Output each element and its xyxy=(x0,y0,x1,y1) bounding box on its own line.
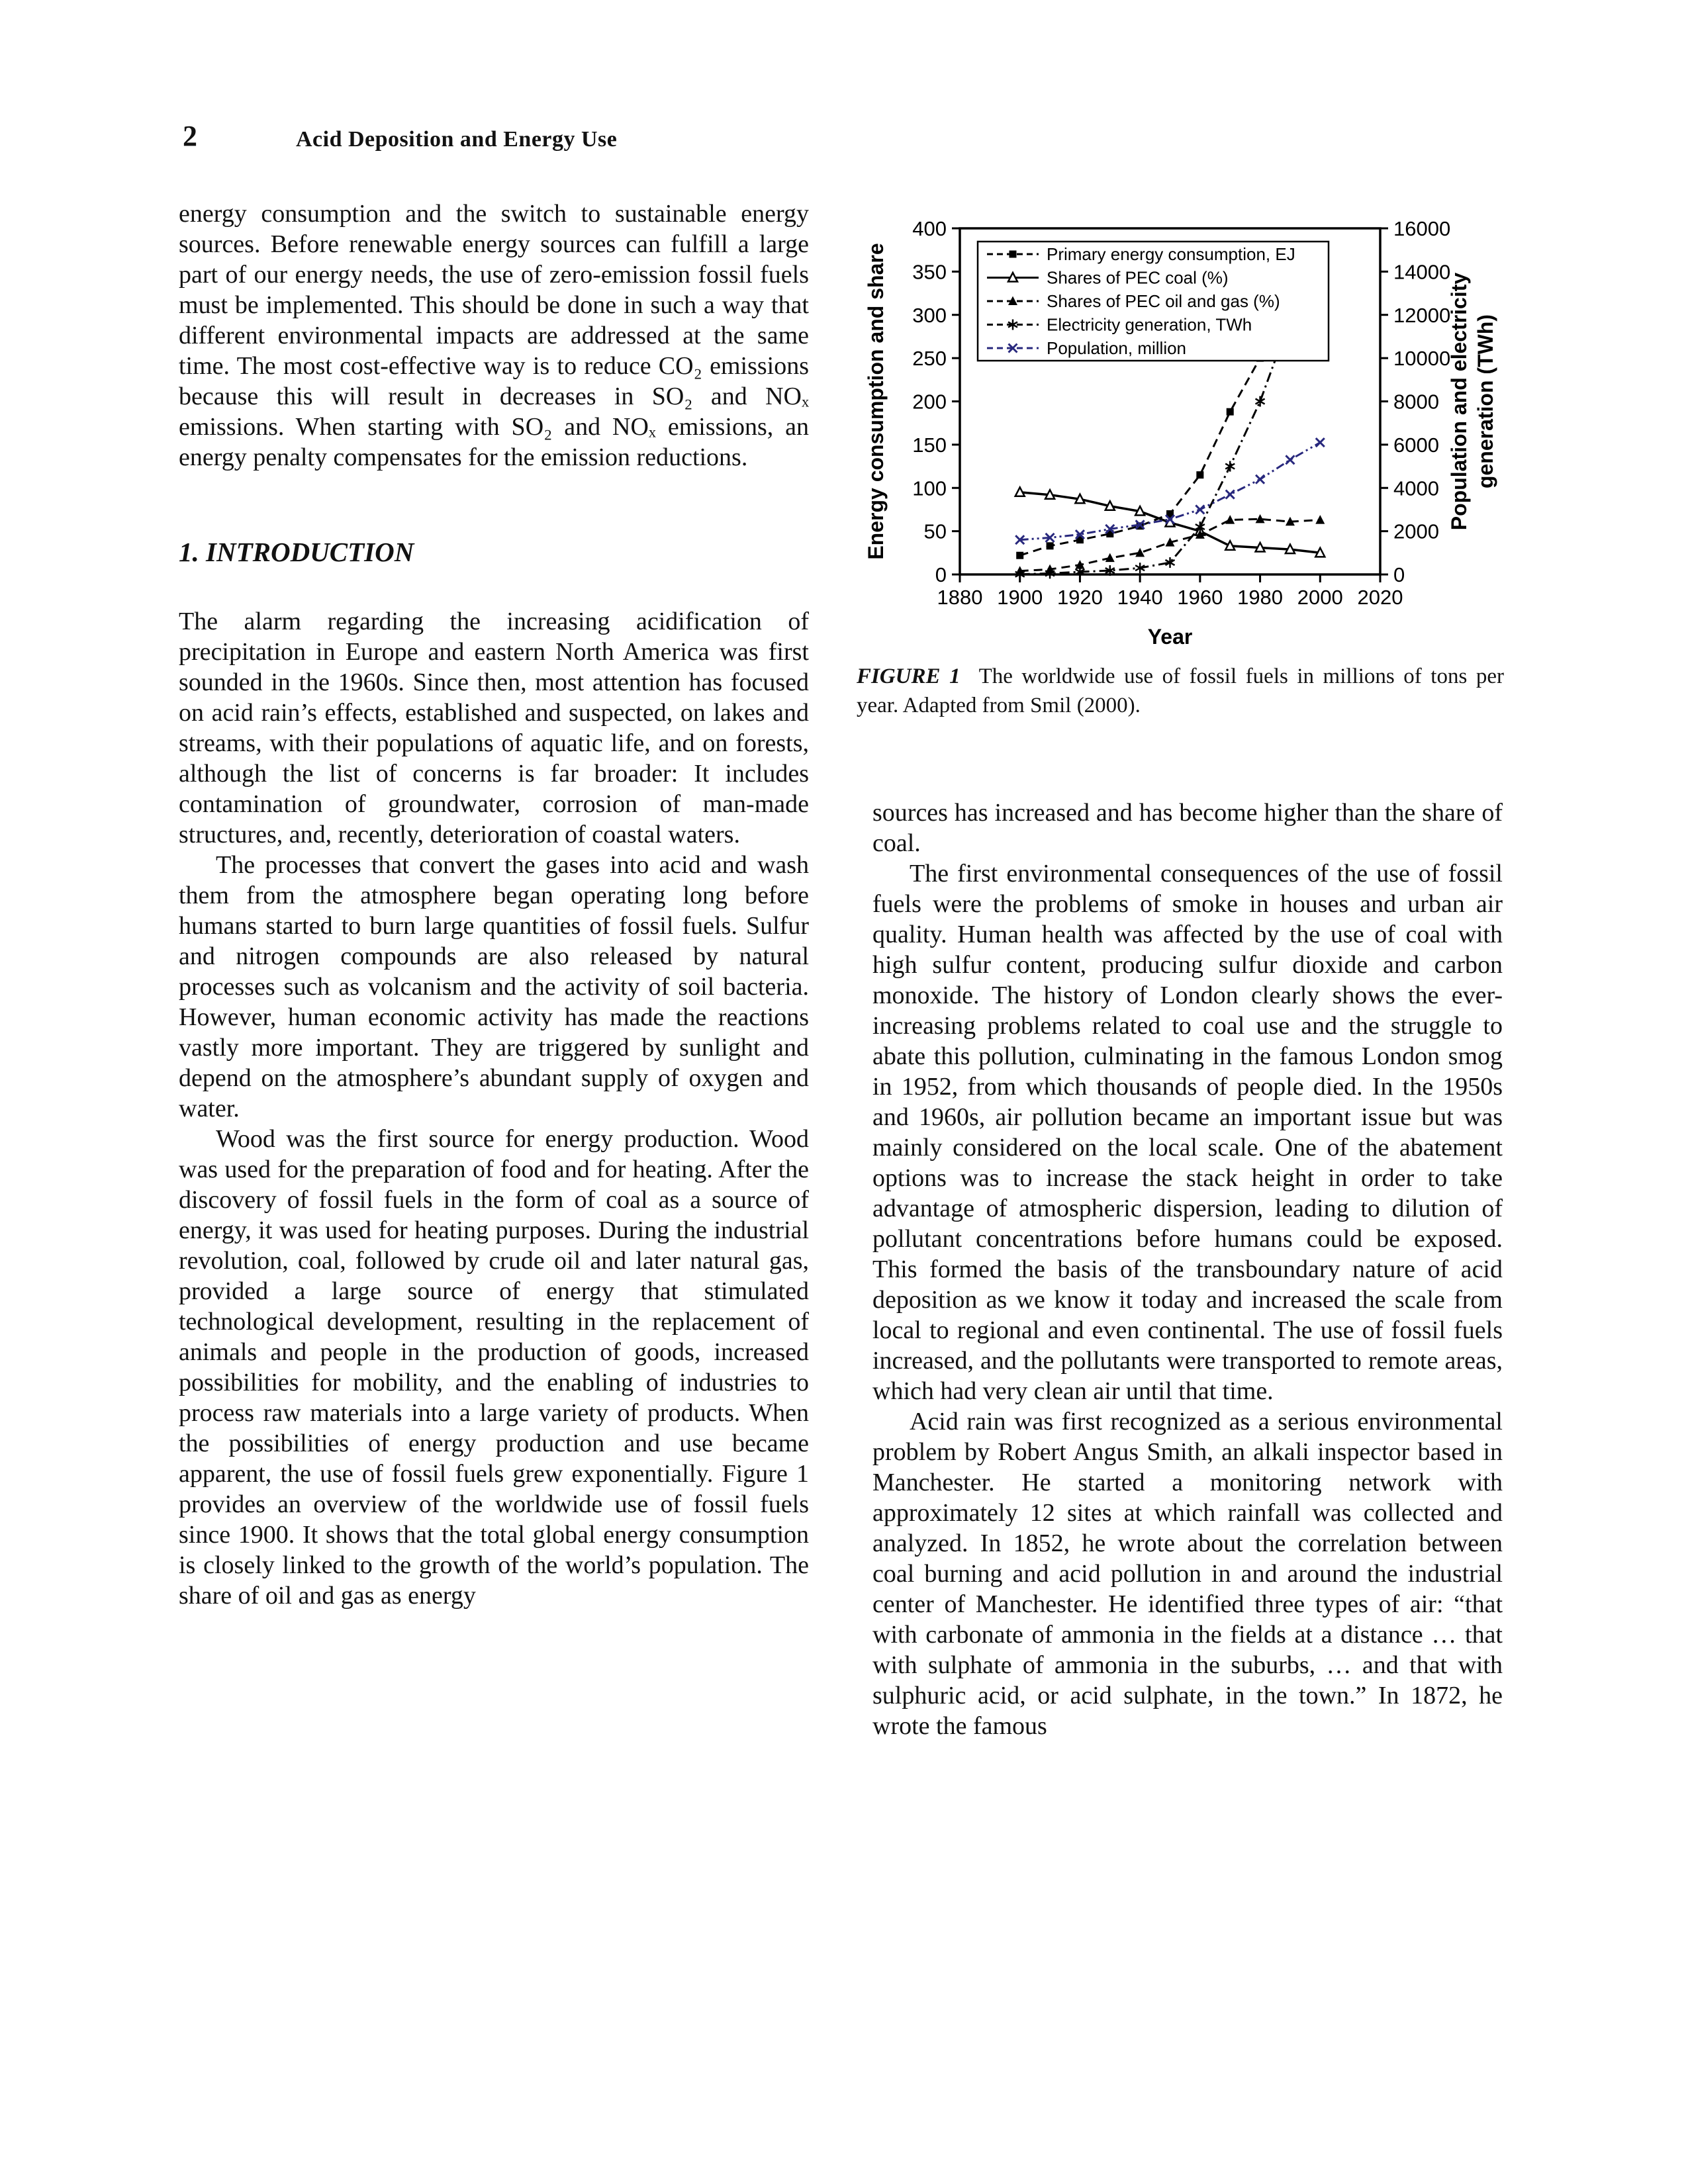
y-right-tick-label: 8000 xyxy=(1393,390,1439,414)
y-right-tick-label: 6000 xyxy=(1393,433,1439,457)
y-right-tick-label: 12000 xyxy=(1393,303,1451,327)
paragraph-intro-2: The processes that convert the gases into acid and wash them from the atmosphere began operating long before humans started to burn large quantities of fossil fuels. Sulfur and nitrogen compounds are also released by natural processes such as volcanism and the activity of soil bacteria. However, human economic activity has made the reactions vastly more important. They are triggered by sunlight and depend on the atmosphere’s abundant supply of oxygen and water. xyxy=(179,851,809,1122)
x-tick-label: 1980 xyxy=(1237,586,1284,609)
x-tick-label: 1920 xyxy=(1056,586,1103,609)
y-right-axis-title-line2: generation (TWh) xyxy=(1474,314,1497,489)
y-left-tick-label: 100 xyxy=(912,477,947,500)
y-left-tick-label: 350 xyxy=(912,260,947,284)
series-4 xyxy=(1015,438,1325,544)
legend-label-0: Primary energy consumption, EJ xyxy=(1047,244,1295,264)
figure-caption-text: The worldwide use of fossil fuels in millions of tons per year. Adapted from Smil (2000). xyxy=(857,664,1504,717)
y-left-axis-title: Energy consumption and share xyxy=(864,243,888,560)
x-tick-label: 2000 xyxy=(1297,586,1343,609)
y-left-tick-label: 400 xyxy=(912,217,947,240)
y-right-tick-label: 16000 xyxy=(1393,217,1451,240)
figure-caption-label: FIGURE 1 xyxy=(857,664,961,688)
y-right-tick-label: 14000 xyxy=(1393,260,1451,284)
y-left-tick-label: 150 xyxy=(912,433,947,457)
left-column xyxy=(179,199,809,1611)
running-title: Acid Deposition and Energy Use xyxy=(296,127,618,152)
y-right-tick-label: 4000 xyxy=(1393,477,1439,500)
paragraph-right-2: Acid rain was first recognized as a serious environmental problem by Robert Angus Smith, an alkali inspector based in Manchester. He started a monitoring network with approximately 12 sites at which rainfall was collected and analyzed. In 1852, he wrote about the correlation between coal burning and acid pollution in and around the industrial center of Manchester. He identified three types of air: “that with carbonate of ammonia in the fields at a distance … that with sulphate of ammonia in the suburbs, … and that with sulphuric acid, or acid sulphate, in the town.” In 1872, he wrote the famous xyxy=(872,1408,1503,1740)
y-right-tick-label: 2000 xyxy=(1393,520,1439,543)
paragraph-continuation-right: sources has increased and has become higher than the share of coal. xyxy=(872,799,1503,857)
x-tick-label: 1880 xyxy=(937,586,983,609)
y-left-tick-label: 300 xyxy=(912,303,947,327)
legend xyxy=(978,242,1329,361)
y-left-tick-label: 0 xyxy=(935,563,947,586)
legend-label-4: Population, million xyxy=(1047,338,1187,358)
paragraph-right-1: The first environmental consequences of the use of fossil fuels were the problems of smoke in houses and urban air quality. Human health was affected by the use of coal with high sulfur content, producing sulfur dioxide and carbon monoxide. The history of London clearly shows the ever-increasing problems related to coal use and the struggle to abate this pollution, culminating in the famous London smog in 1952, from which thousands of people died. In the 1950s and 1960s, air pollution became an important issue but was mainly considered on the local scale. One of the abatement options was to increase the stack height in order to take advantage of atmospheric dispersion, leading to dilution of pollutant concentrations before humans could be exposed. This formed the basis of the transboundary nature of acid deposition as we know it today and increased the scale from local to regional and even continental. The use of fossil fuels increased, and the pollutants were transported to remote areas, which had very clean air until that time. xyxy=(872,860,1503,1405)
legend-label-2: Shares of PEC oil and gas (%) xyxy=(1047,291,1280,311)
y-right-tick-label: 10000 xyxy=(1393,347,1451,371)
x-tick-label: 1900 xyxy=(997,586,1043,609)
paragraph-intro-1: The alarm regarding the increasing acidification of precipitation in Europe and eastern North America was first sounded in the 1960s. Since then, most attention has focused on acid rain’s effects, established and suspected, on lakes and streams, with their populations of aquatic life, and on forests, although the list of concerns is far broader: It includes contamination of groundwater, corrosion of man-made structures, and, recently, deterioration of coastal waters. xyxy=(179,608,809,848)
x-axis-title: Year xyxy=(1147,625,1193,649)
figure-1 xyxy=(854,215,1516,720)
x-tick-label: 1960 xyxy=(1177,586,1223,609)
y-left-tick-label: 50 xyxy=(923,520,947,543)
y-right-axis-title-line1: Population and electricity xyxy=(1447,272,1471,531)
figure-caption xyxy=(857,662,1504,720)
x-tick-label: 1940 xyxy=(1117,586,1163,609)
x-tick-label: 2020 xyxy=(1357,586,1403,609)
figure1-chart xyxy=(854,215,1516,649)
right-column xyxy=(872,797,1503,1741)
y-left-tick-label: 200 xyxy=(912,390,947,414)
section-heading-introduction: 1. INTRODUCTION xyxy=(179,537,414,567)
legend-label-1: Shares of PEC coal (%) xyxy=(1047,267,1229,288)
legend-label-3: Electricity generation, TWh xyxy=(1047,314,1252,335)
page-number: 2 xyxy=(183,120,197,152)
y-right-tick-label: 0 xyxy=(1393,563,1405,586)
paragraph-continuation: energy consumption and the switch to sustainable energy sources. Before renewable energy sources can fulfill a large part of our energy needs, the use of zero-emission fossil fuels must be implemented. This should be done in such a way that different environmental impacts are addressed at the same time. The most cost-effective way is to reduce CO₂ emissions because this will result in decreases in SO₂ and NOₓ emissions. When starting with SO₂ and NOₓ emissions, an energy penalty compensates for the emission reductions. xyxy=(179,200,809,471)
y-left-tick-label: 250 xyxy=(912,347,947,371)
paragraph-intro-3: Wood was the first source for energy production. Wood was used for the preparation of food and for heating. After the discovery of fossil fuels in the form of coal as a source of energy, it was used for heating purposes. During the industrial revolution, coal, followed by crude oil and later natural gas, provided a large source of energy that stimulated technological development, resulting in the replacement of animals and people in the production of goods, increased possibilities for mobility, and the enabling of industries to process raw materials into a large variety of products. When the possibilities of energy production and use became apparent, the use of fossil fuels grew exponentially. Figure 1 provides an overview of the worldwide use of fossil fuels since 1900. It shows that the total global energy consumption is closely linked to the growth of the world’s population. The share of oil and gas as energy xyxy=(179,1125,809,1610)
